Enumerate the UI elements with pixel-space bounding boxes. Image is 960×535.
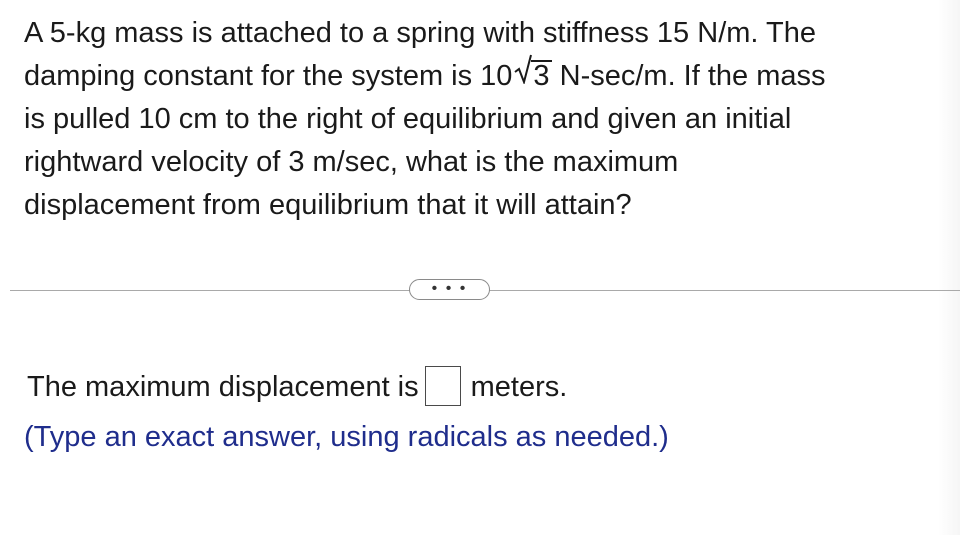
answer-input[interactable]	[425, 366, 461, 406]
page-edge-shade	[938, 0, 960, 535]
problem-line: displacement from equilibrium that it will attain?	[24, 189, 632, 221]
expand-more-button[interactable]: • • •	[409, 279, 490, 300]
problem-text: N-sec/m. If the mass	[551, 60, 826, 92]
problem-line	[24, 55, 936, 98]
square-root	[514, 55, 551, 98]
radicand: 3	[533, 60, 550, 92]
answer-prefix: The maximum displacement is	[27, 371, 419, 403]
problem-line: rightward velocity of 3 m/sec, what is the maximum	[24, 146, 679, 178]
answer-line	[27, 366, 567, 409]
problem-line: is pulled 10 cm to the right of equilibrium and given an initial	[24, 103, 792, 135]
radical-sign-icon	[514, 54, 532, 84]
problem-text: damping constant for the system is 10	[24, 60, 513, 92]
problem-statement	[24, 12, 936, 227]
answer-suffix: meters.	[470, 371, 568, 403]
problem-line: A 5-kg mass is attached to a spring with stiffness 15 N/m. The	[24, 17, 816, 49]
answer-hint: (Type an exact answer, using radicals as needed.)	[24, 421, 669, 453]
